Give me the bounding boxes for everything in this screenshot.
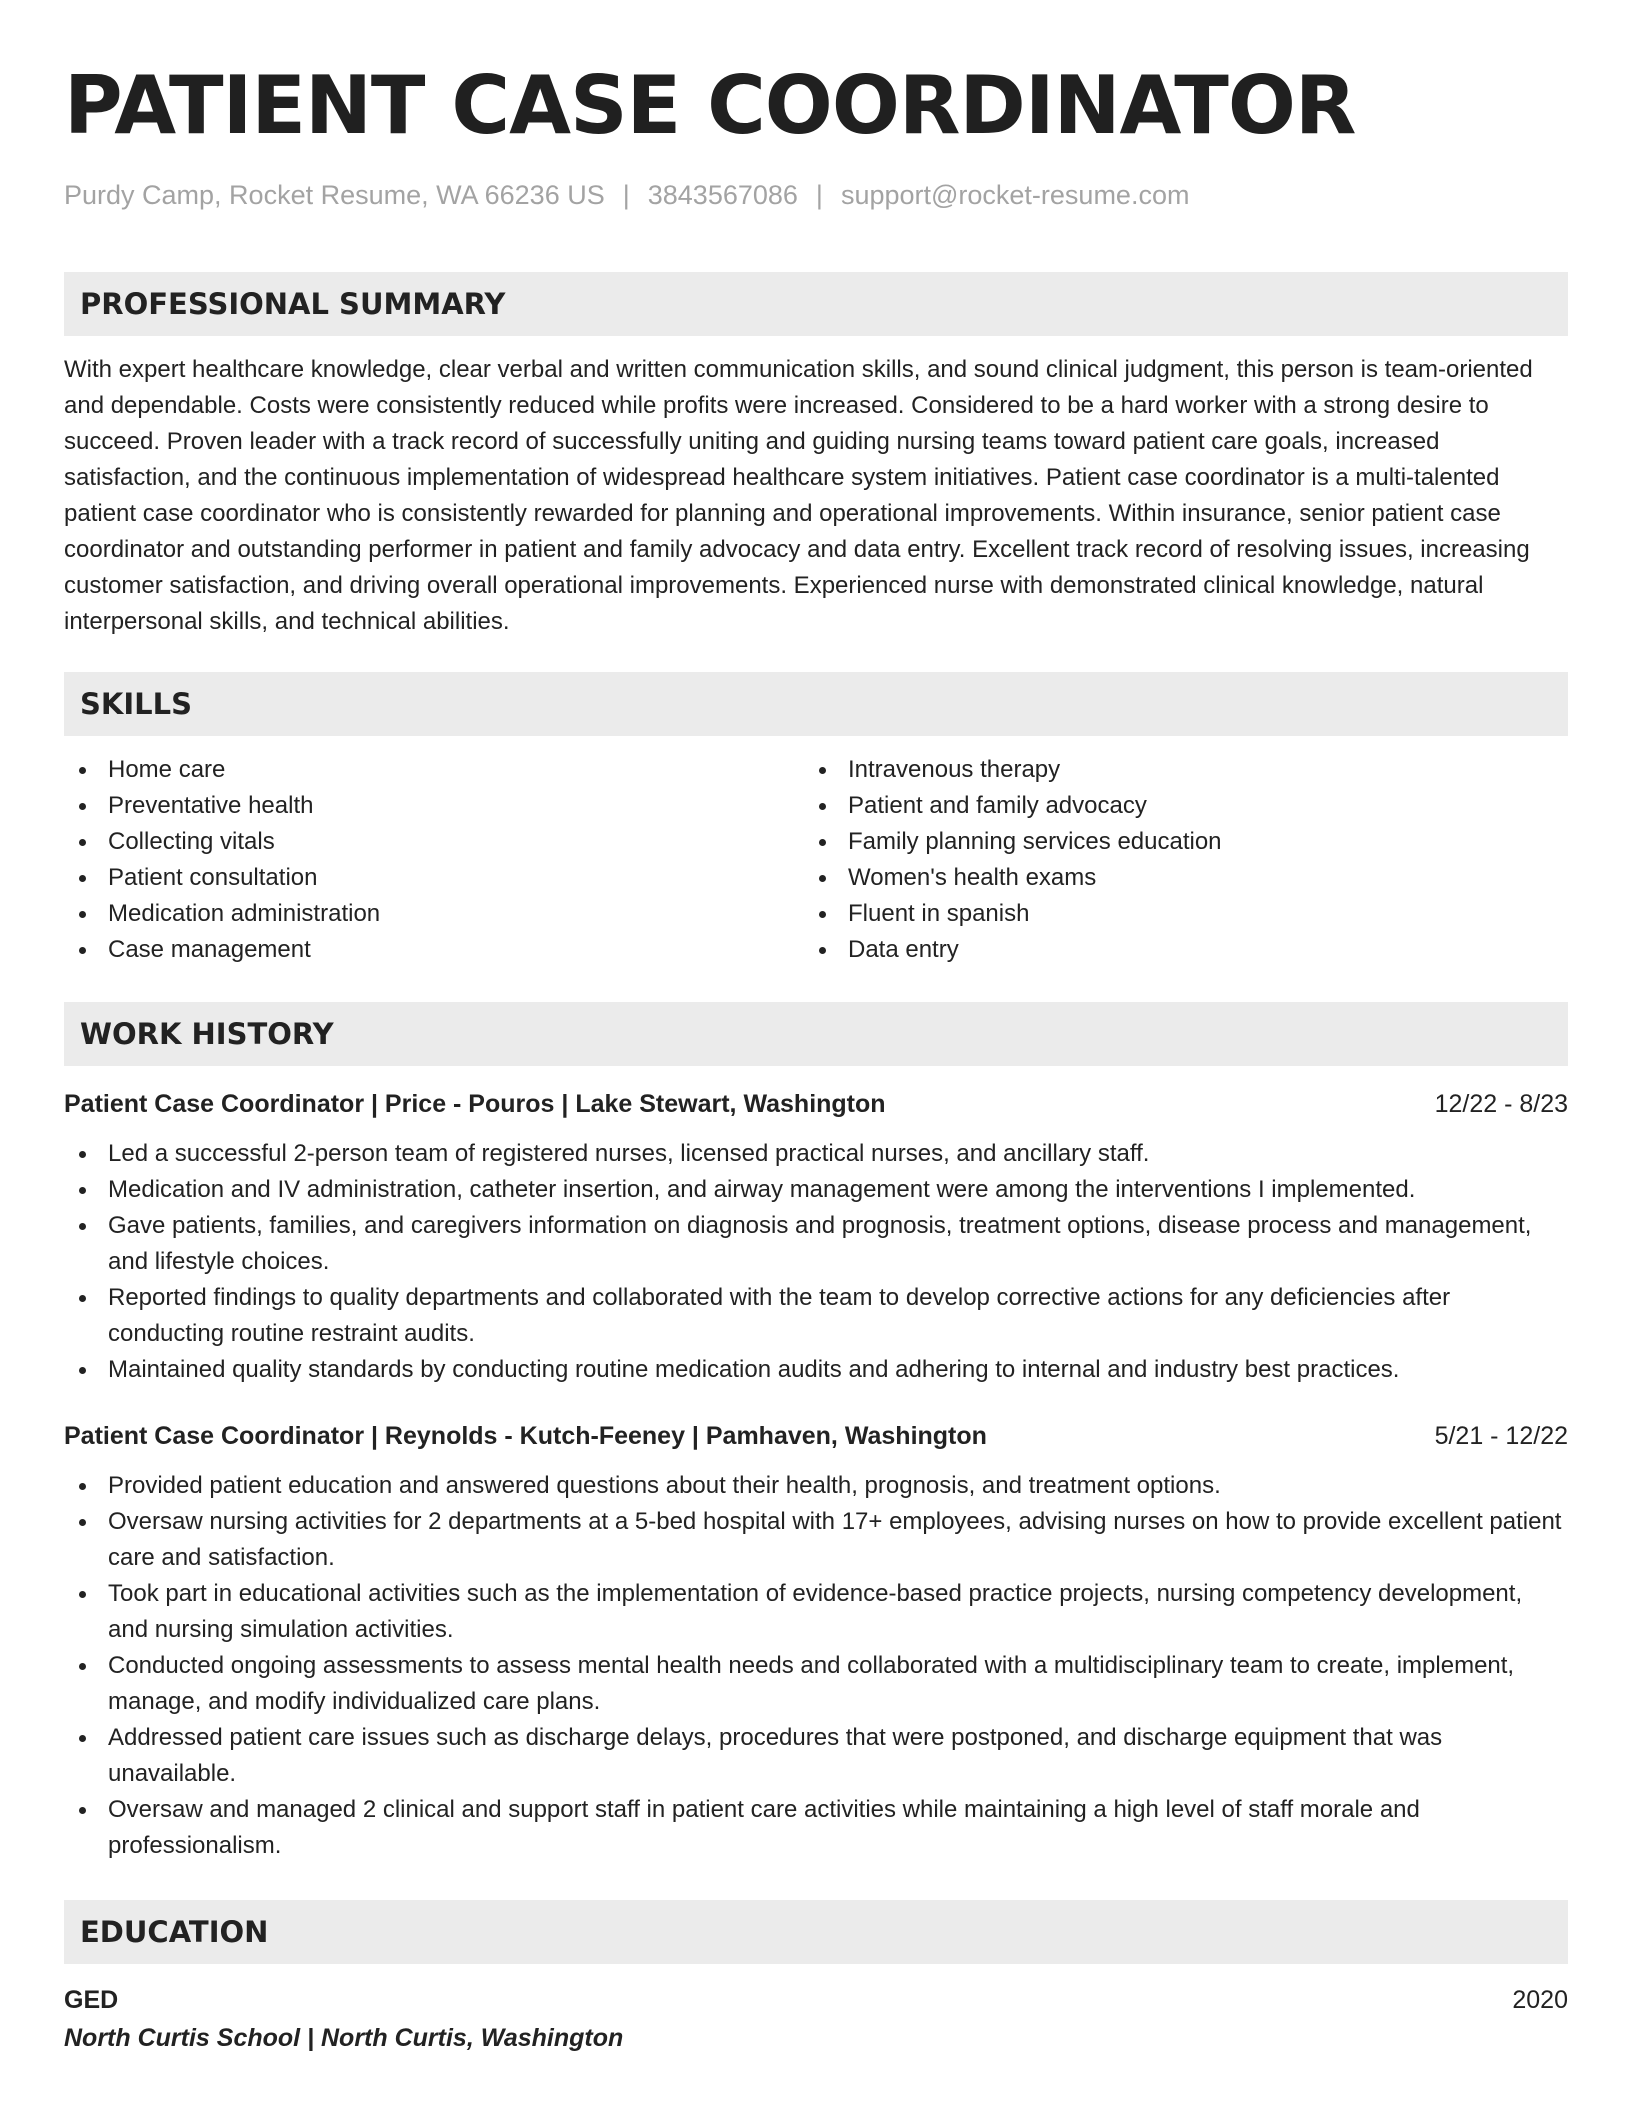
job-bullet: Oversaw and managed 2 clinical and support staff in patient care activities while maintaining a high level of staff morale and professionalism. (64, 1792, 1568, 1864)
job-bullet: Conducted ongoing assessments to assess mental health needs and collaborated with a multidisciplinary team to create, implement, manage, and modify individualized care plans. (64, 1648, 1568, 1720)
skill-item: Case management (64, 932, 804, 968)
education-school: North Curtis School | North Curtis, Washington (64, 2024, 624, 2052)
job-header (64, 1086, 1568, 1122)
skill-item: Collecting vitals (64, 824, 804, 860)
skill-item: Intravenous therapy (804, 752, 1568, 788)
education-year: 2020 (1512, 1986, 1568, 2014)
section-heading-work-history: WORK HISTORY (64, 1002, 1568, 1066)
skills-list (64, 752, 1568, 968)
job-bullet: Took part in educational activities such as the implementation of evidence-based practice projects, nursing competency development, and nursing simulation activities. (64, 1576, 1568, 1648)
skill-item: Family planning services education (804, 824, 1568, 860)
job-bullet: Gave patients, families, and caregivers information on diagnosis and prognosis, treatment options, disease process and management, and lifestyle choices. (64, 1208, 1568, 1280)
skill-item: Preventative health (64, 788, 804, 824)
candidate-name: PATIENT CASE COORDINATOR (64, 59, 1356, 152)
skill-item: Data entry (804, 932, 1568, 968)
job-bullet: Reported findings to quality departments and collaborated with the team to develop corrective actions for any deficiencies after conducting routine restraint audits. (64, 1280, 1568, 1352)
skill-item: Home care (64, 752, 804, 788)
skill-item: Fluent in spanish (804, 896, 1568, 932)
contact-email: support@rocket-resume.com (840, 180, 1190, 210)
job-title: Patient Case Coordinator | Reynolds - Kutch-Feeney | Pamhaven, Washington (64, 1422, 987, 1450)
section-heading-summary: PROFESSIONAL SUMMARY (64, 272, 1568, 336)
skill-item: Patient and family advocacy (804, 788, 1568, 824)
job-bullet: Medication and IV administration, catheter insertion, and airway management were among the interventions I implemented. (64, 1172, 1568, 1208)
job-bullet: Maintained quality standards by conducting routine medication audits and adhering to internal and industry best practices. (64, 1352, 1568, 1388)
skill-item: Patient consultation (64, 860, 804, 896)
skills-column-left (64, 752, 804, 968)
job-entry (64, 1086, 1568, 1388)
skill-item: Women's health exams (804, 860, 1568, 896)
section-heading-skills: SKILLS (64, 672, 1568, 736)
section-heading-education: EDUCATION (64, 1900, 1568, 1964)
job-entry (64, 1418, 1568, 1864)
job-bullet: Addressed patient care issues such as discharge delays, procedures that were postponed, and discharge equipment that was unavailable. (64, 1720, 1568, 1792)
skill-item: Medication administration (64, 896, 804, 932)
contact-separator: | (815, 180, 823, 210)
education-entry (64, 1982, 1568, 2056)
summary-text: With expert healthcare knowledge, clear verbal and written communication skills, and sound clinical judgment, this person is team-oriented and dependable. Costs were consistently reduced while profits were increased. Considered to be a hard worker with a strong desire to succeed. Proven leader with a track record of successfully uniting and guiding nursing teams toward patient care goals, increased satisfaction, and the continuous implementation of widespread healthcare system initiatives. Patient case coordinator is a multi-talented patient case coordinator who is consistently rewarded for planning and operational improvements. Within insurance, senior patient case coordinator and outstanding performer in patient and family advocacy and data entry. Excellent track record of resolving issues, increasing customer satisfaction, and driving overall operational improvements. Experienced nurse with demonstrated clinical knowledge, natural interpersonal skills, and technical abilities. (64, 356, 1533, 635)
job-dates: 5/21 - 12/22 (1434, 1422, 1568, 1450)
education-degree: GED (64, 1986, 119, 2014)
job-dates: 12/22 - 8/23 (1434, 1090, 1568, 1118)
job-bullets (64, 1136, 1568, 1388)
job-bullet: Provided patient education and answered questions about their health, prognosis, and treatment options. (64, 1468, 1568, 1504)
job-bullet: Oversaw nursing activities for 2 departments at a 5-bed hospital with 17+ employees, advising nurses on how to provide excellent patient care and satisfaction. (64, 1504, 1568, 1576)
education-header (64, 1982, 1568, 2018)
contact-address: Purdy Camp, Rocket Resume, WA 66236 US (64, 180, 605, 210)
contact-line (64, 178, 1568, 212)
job-title: Patient Case Coordinator | Price - Pouros | Lake Stewart, Washington (64, 1090, 886, 1118)
job-bullets (64, 1468, 1568, 1864)
contact-phone: 3843567086 (647, 180, 798, 210)
contact-separator: | (622, 180, 630, 210)
skills-column-right (804, 752, 1568, 968)
job-bullet: Led a successful 2-person team of registered nurses, licensed practical nurses, and ancillary staff. (64, 1136, 1568, 1172)
job-header (64, 1418, 1568, 1454)
